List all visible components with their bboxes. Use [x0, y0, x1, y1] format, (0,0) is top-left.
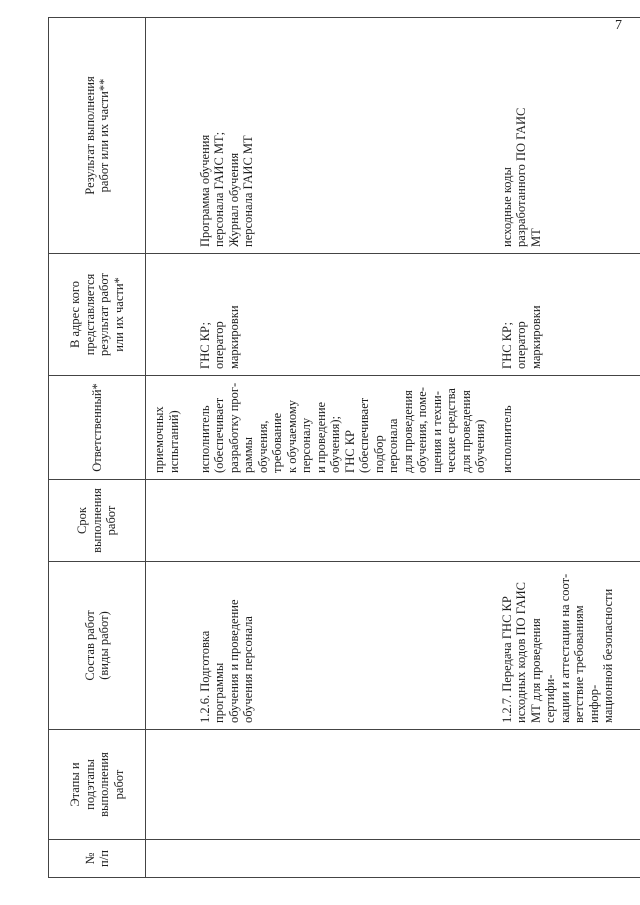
work-schedule-table: [48, 17, 640, 878]
cell-responsible: исполнитель (обеспечивает разработку прог- раммы обучения, требование к обучаемому персоналу и проведение обучения); ГНС КР (обеспечивает подбор персонала для проведения обучения, поме- щения и техни- ческие средства для проведения обучения): [192, 376, 494, 480]
cell-stage: [192, 730, 494, 840]
rotated-table-page: [48, 18, 618, 878]
cell-responsible: исполнитель: [494, 376, 640, 480]
cell-stage: [494, 730, 640, 840]
cell-responsible: приемочных испытаний): [146, 376, 192, 480]
header-num: № п/п: [49, 840, 146, 878]
cell-recipient: [146, 254, 192, 376]
cell-deadline: [494, 480, 640, 562]
table-row: [146, 18, 192, 878]
cell-num: [494, 840, 640, 878]
cell-composition: [146, 562, 192, 730]
cell-recipient: ГНС КР; оператор маркировки: [192, 254, 494, 376]
cell-result: [146, 18, 192, 254]
header-deadline: Срок выполнения работ: [49, 480, 146, 562]
cell-num: [146, 840, 192, 878]
cell-stage: [146, 730, 192, 840]
header-composition: Состав работ (виды работ): [49, 562, 146, 730]
header-responsible: Ответственный*: [49, 376, 146, 480]
cell-num: [192, 840, 494, 878]
table-header-row: [49, 18, 146, 878]
cell-composition: 1.2.6. Подготовка программы обучения и проведение обучения персонала: [192, 562, 494, 730]
header-recipient: В адрес кого представляется результат работ или их части*: [49, 254, 146, 376]
cell-result: исходные коды разработанного ПО ГАИС МТ: [494, 18, 640, 254]
cell-result: Программа обучения персонала ГАИС МТ; Журнал обучения персонала ГАИС МТ: [192, 18, 494, 254]
table-row: [192, 18, 494, 878]
page-number: 7: [615, 18, 622, 33]
cell-deadline: [192, 480, 494, 562]
cell-deadline: [146, 480, 192, 562]
header-result: Результат выполнения работ или их части**: [49, 18, 146, 254]
cell-recipient: ГНС КР; оператор маркировки: [494, 254, 640, 376]
cell-composition: 1.2.7. Передача ГНС КР исходных кодов ПО ГАИС МТ для проведения сертифи- кации и аттестации на соот- ветствие требованиям инфор- мационной безопасности: [494, 562, 640, 730]
header-stages: Этапы и подэтапы выполнения работ: [49, 730, 146, 840]
table-row: [494, 18, 640, 878]
